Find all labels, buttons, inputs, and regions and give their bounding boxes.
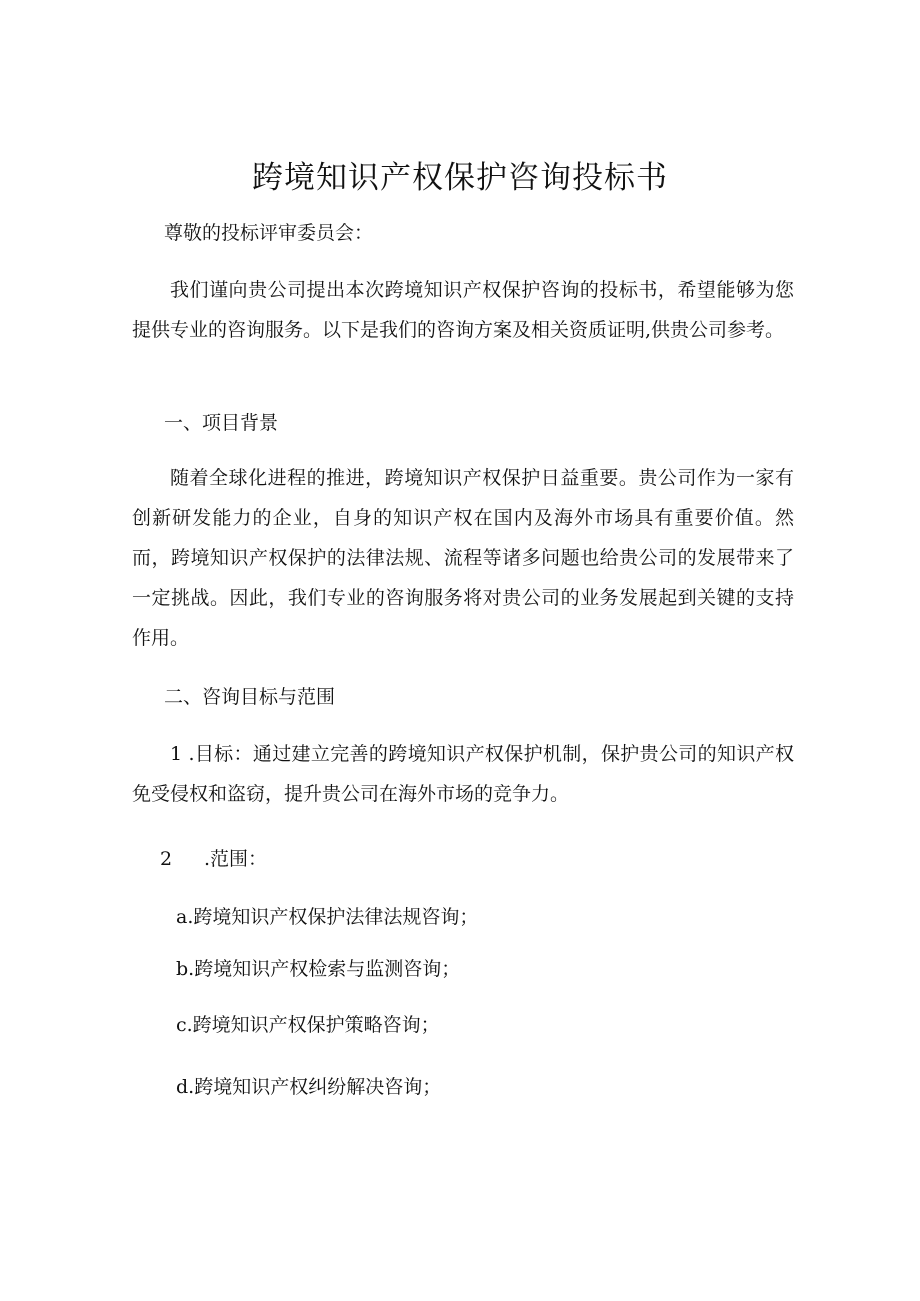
scope-label: .范围： [204,848,268,870]
scope-number: 2 [160,848,173,870]
scope-item-d: d.跨境知识产权纠纷解决咨询； [176,1076,442,1098]
salutation: 尊敬的投标评审委员会： [164,222,374,244]
section-2-goal: 1 .目标：通过建立完善的跨境知识产权保护机制，保护贵公司的知识产权免受侵权和盗窃，提升贵公司在海外市场的竞争力。 [132,743,794,805]
scope-item-c: c.跨境知识产权保护策略咨询； [176,1014,440,1036]
section-2-heading: 二、咨询目标与范围 [164,686,336,708]
scope-item-b: b.跨境知识产权检索与监测咨询； [176,958,461,980]
scope-item-a: a.跨境知识产权保护法律法规咨询； [176,906,479,928]
intro-paragraph: 我们谨向贵公司提出本次跨境知识产权保护咨询的投标书，希望能够为您提供专业的咨询服务。以下是我们的咨询方案及相关资质证明,供贵公司参考。 [132,279,794,341]
section-1-heading: 一、项目背景 [164,412,279,434]
section-1-body: 随着全球化进程的推进，跨境知识产权保护日益重要。贵公司作为一家有创新研发能力的企业，自身的知识产权在国内及海外市场具有重要价值。然而，跨境知识产权保护的法律法规、流程等诸多问题也给贵公司的发展带来了一定挑战。因此，我们专业的咨询服务将对贵公司的业务发展起到关键的支持作用。 [132,467,794,649]
document-title: 跨境知识产权保护咨询投标书 [252,160,668,196]
